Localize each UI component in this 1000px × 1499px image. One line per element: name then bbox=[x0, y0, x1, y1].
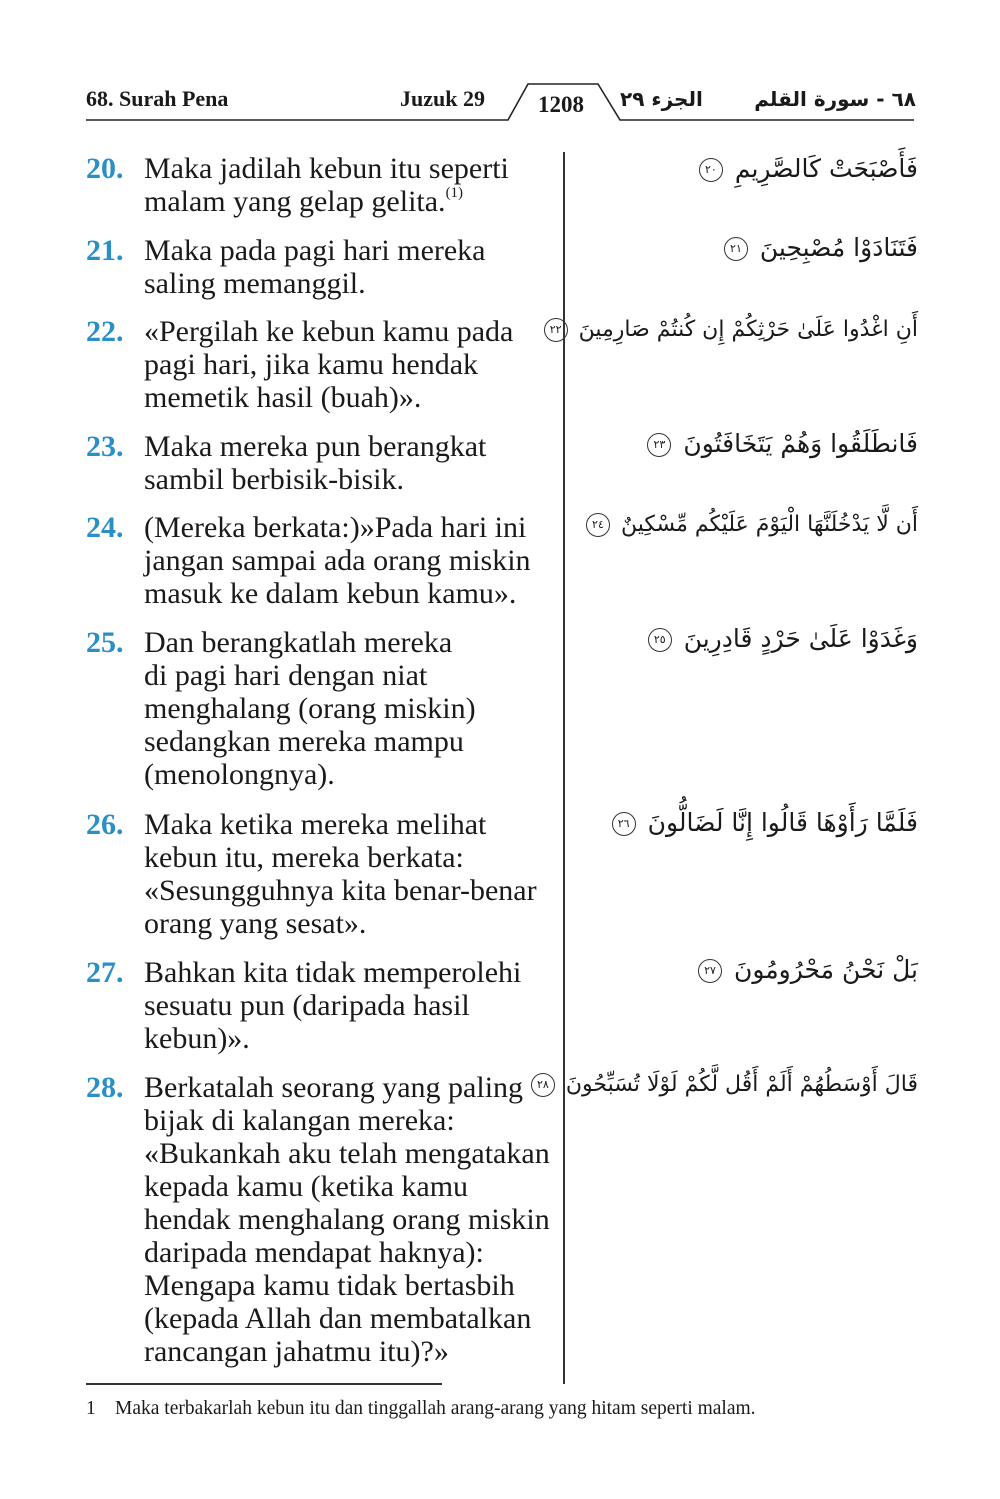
verse-translation bbox=[86, 808, 561, 940]
footnote-text: Maka terbakarlah kebun itu dan tinggallah arang-arang yang hitam seperti malam. bbox=[115, 1398, 756, 1419]
verse-translation bbox=[86, 1071, 561, 1368]
footnote-number: 1 bbox=[86, 1398, 96, 1419]
verse-text: (Mereka berkata:)»Pada hari ini jangan sampai ada orang miskin masuk ke dalam kebun kamu». bbox=[144, 511, 531, 610]
verse-number: 22. bbox=[86, 315, 124, 348]
footnote-ref: (1) bbox=[445, 185, 464, 201]
verse-number: 21. bbox=[86, 234, 124, 267]
ayah-end-marker: ٢٤ bbox=[586, 513, 610, 537]
ayah-end-marker: ٢٨ bbox=[531, 1073, 555, 1097]
verse-translation bbox=[86, 430, 561, 496]
footnote-rule bbox=[86, 1383, 442, 1385]
footnote bbox=[86, 1397, 756, 1421]
verse-text: Maka jadilah kebun itu seperti malam yang gelap gelita. bbox=[144, 152, 509, 218]
ayah-end-marker: ٢٢ bbox=[544, 318, 568, 342]
verse-text: Berkatalah seorang yang paling bijak di kalangan mereka: «Bukankah aku telah mengatakan kepada kamu (ketika kamu hendak menghalang orang miskin daripada mendapat haknya): Mengapa kamu tidak bertasbih (kepada Allah dan membatalkan rancangan jahatmu itu)?» bbox=[144, 1071, 550, 1368]
arabic-text: فَأَصْبَحَتْ كَالصَّرِيمِ bbox=[734, 154, 918, 183]
verse-text: Maka ketika mereka melihat kebun itu, mereka berkata: «Sesungguhnya kita benar-benar orang yang sesat». bbox=[144, 808, 537, 940]
verse-text: Maka mereka pun berangkat sambil berbisik-bisik. bbox=[144, 430, 487, 496]
arabic-text: قَالَ أَوْسَطُهُمْ أَلَمْ أَقُل لَّكُمْ لَوْلَا تُسَبِّحُونَ bbox=[565, 1072, 918, 1097]
verse-text: Maka pada pagi hari mereka saling memanggil. bbox=[144, 234, 486, 300]
verse-number: 24. bbox=[86, 511, 124, 544]
arabic-text: فَانطَلَقُوا وَهُمْ يَتَخَافَتُونَ bbox=[683, 429, 918, 458]
arabic-verse bbox=[588, 622, 918, 656]
ayah-end-marker: ٢٥ bbox=[648, 628, 672, 652]
surah-title-arabic: ٦٨ - سورة القلم bbox=[754, 87, 916, 111]
arabic-text: أَنِ اغْدُوا عَلَىٰ حَرْثِكُمْ إِن كُنتُمْ صَارِمِينَ bbox=[578, 317, 918, 342]
ayah-end-marker: ٢٧ bbox=[698, 959, 722, 983]
ayah-end-marker: ٢٦ bbox=[612, 812, 636, 836]
verse-number: 20. bbox=[86, 152, 124, 185]
verse-text: «Pergilah ke kebun kamu pada pagi hari, jika kamu hendak memetik hasil (buah)». bbox=[144, 315, 514, 414]
arabic-verse bbox=[588, 806, 918, 840]
verse-number: 27. bbox=[86, 956, 124, 989]
verse-translation bbox=[86, 956, 561, 1055]
verse-translation bbox=[86, 626, 561, 791]
arabic-verse bbox=[588, 953, 918, 987]
surah-title-latin: 68. Surah Pena bbox=[86, 86, 229, 111]
arabic-text: فَتَنَادَوْا مُصْبِحِينَ bbox=[759, 233, 918, 262]
arabic-verse bbox=[588, 427, 918, 461]
arabic-verse bbox=[536, 1068, 918, 1102]
arabic-text: فَلَمَّا رَأَوْهَا قَالُوا إِنَّا لَضَالُّونَ bbox=[647, 808, 918, 837]
ayah-end-marker: ٢١ bbox=[724, 237, 748, 261]
verse-translation bbox=[86, 315, 561, 414]
page-number: 1208 bbox=[538, 92, 584, 117]
ayah-end-marker: ٢٠ bbox=[699, 158, 723, 182]
verse-text: Dan berangkatlah mereka di pagi hari dengan niat menghalang (orang miskin) sedangkan mereka mampu (menolongnya). bbox=[144, 626, 476, 791]
juzuk-label-latin: Juzuk 29 bbox=[400, 86, 485, 111]
verse-number: 25. bbox=[86, 626, 124, 659]
arabic-text: بَلْ نَحْنُ مَحْرُومُونَ bbox=[734, 955, 918, 984]
page-header bbox=[0, 0, 1000, 130]
verse-translation bbox=[86, 511, 561, 610]
verse-number: 26. bbox=[86, 808, 124, 841]
arabic-verse bbox=[588, 231, 918, 265]
verse-text: Bahkan kita tidak memperolehi sesuatu pun (daripada hasil kebun)». bbox=[144, 956, 522, 1055]
arabic-verse bbox=[588, 152, 918, 186]
verse-number: 23. bbox=[86, 430, 124, 463]
verse-translation bbox=[86, 234, 561, 300]
arabic-text: أَن لَّا يَدْخُلَنَّهَا الْيَوْمَ عَلَيْكُم مِّسْكِينٌ bbox=[620, 512, 918, 537]
juz-label-arabic: الجزء ٢٩ bbox=[620, 87, 703, 111]
verse-translation bbox=[86, 152, 561, 218]
arabic-text: وَغَدَوْا عَلَىٰ حَرْدٍ قَادِرِينَ bbox=[683, 624, 918, 653]
verse-number: 28. bbox=[86, 1071, 124, 1104]
arabic-verse bbox=[588, 508, 918, 542]
arabic-verse bbox=[549, 313, 918, 347]
ayah-end-marker: ٢٣ bbox=[647, 433, 671, 457]
